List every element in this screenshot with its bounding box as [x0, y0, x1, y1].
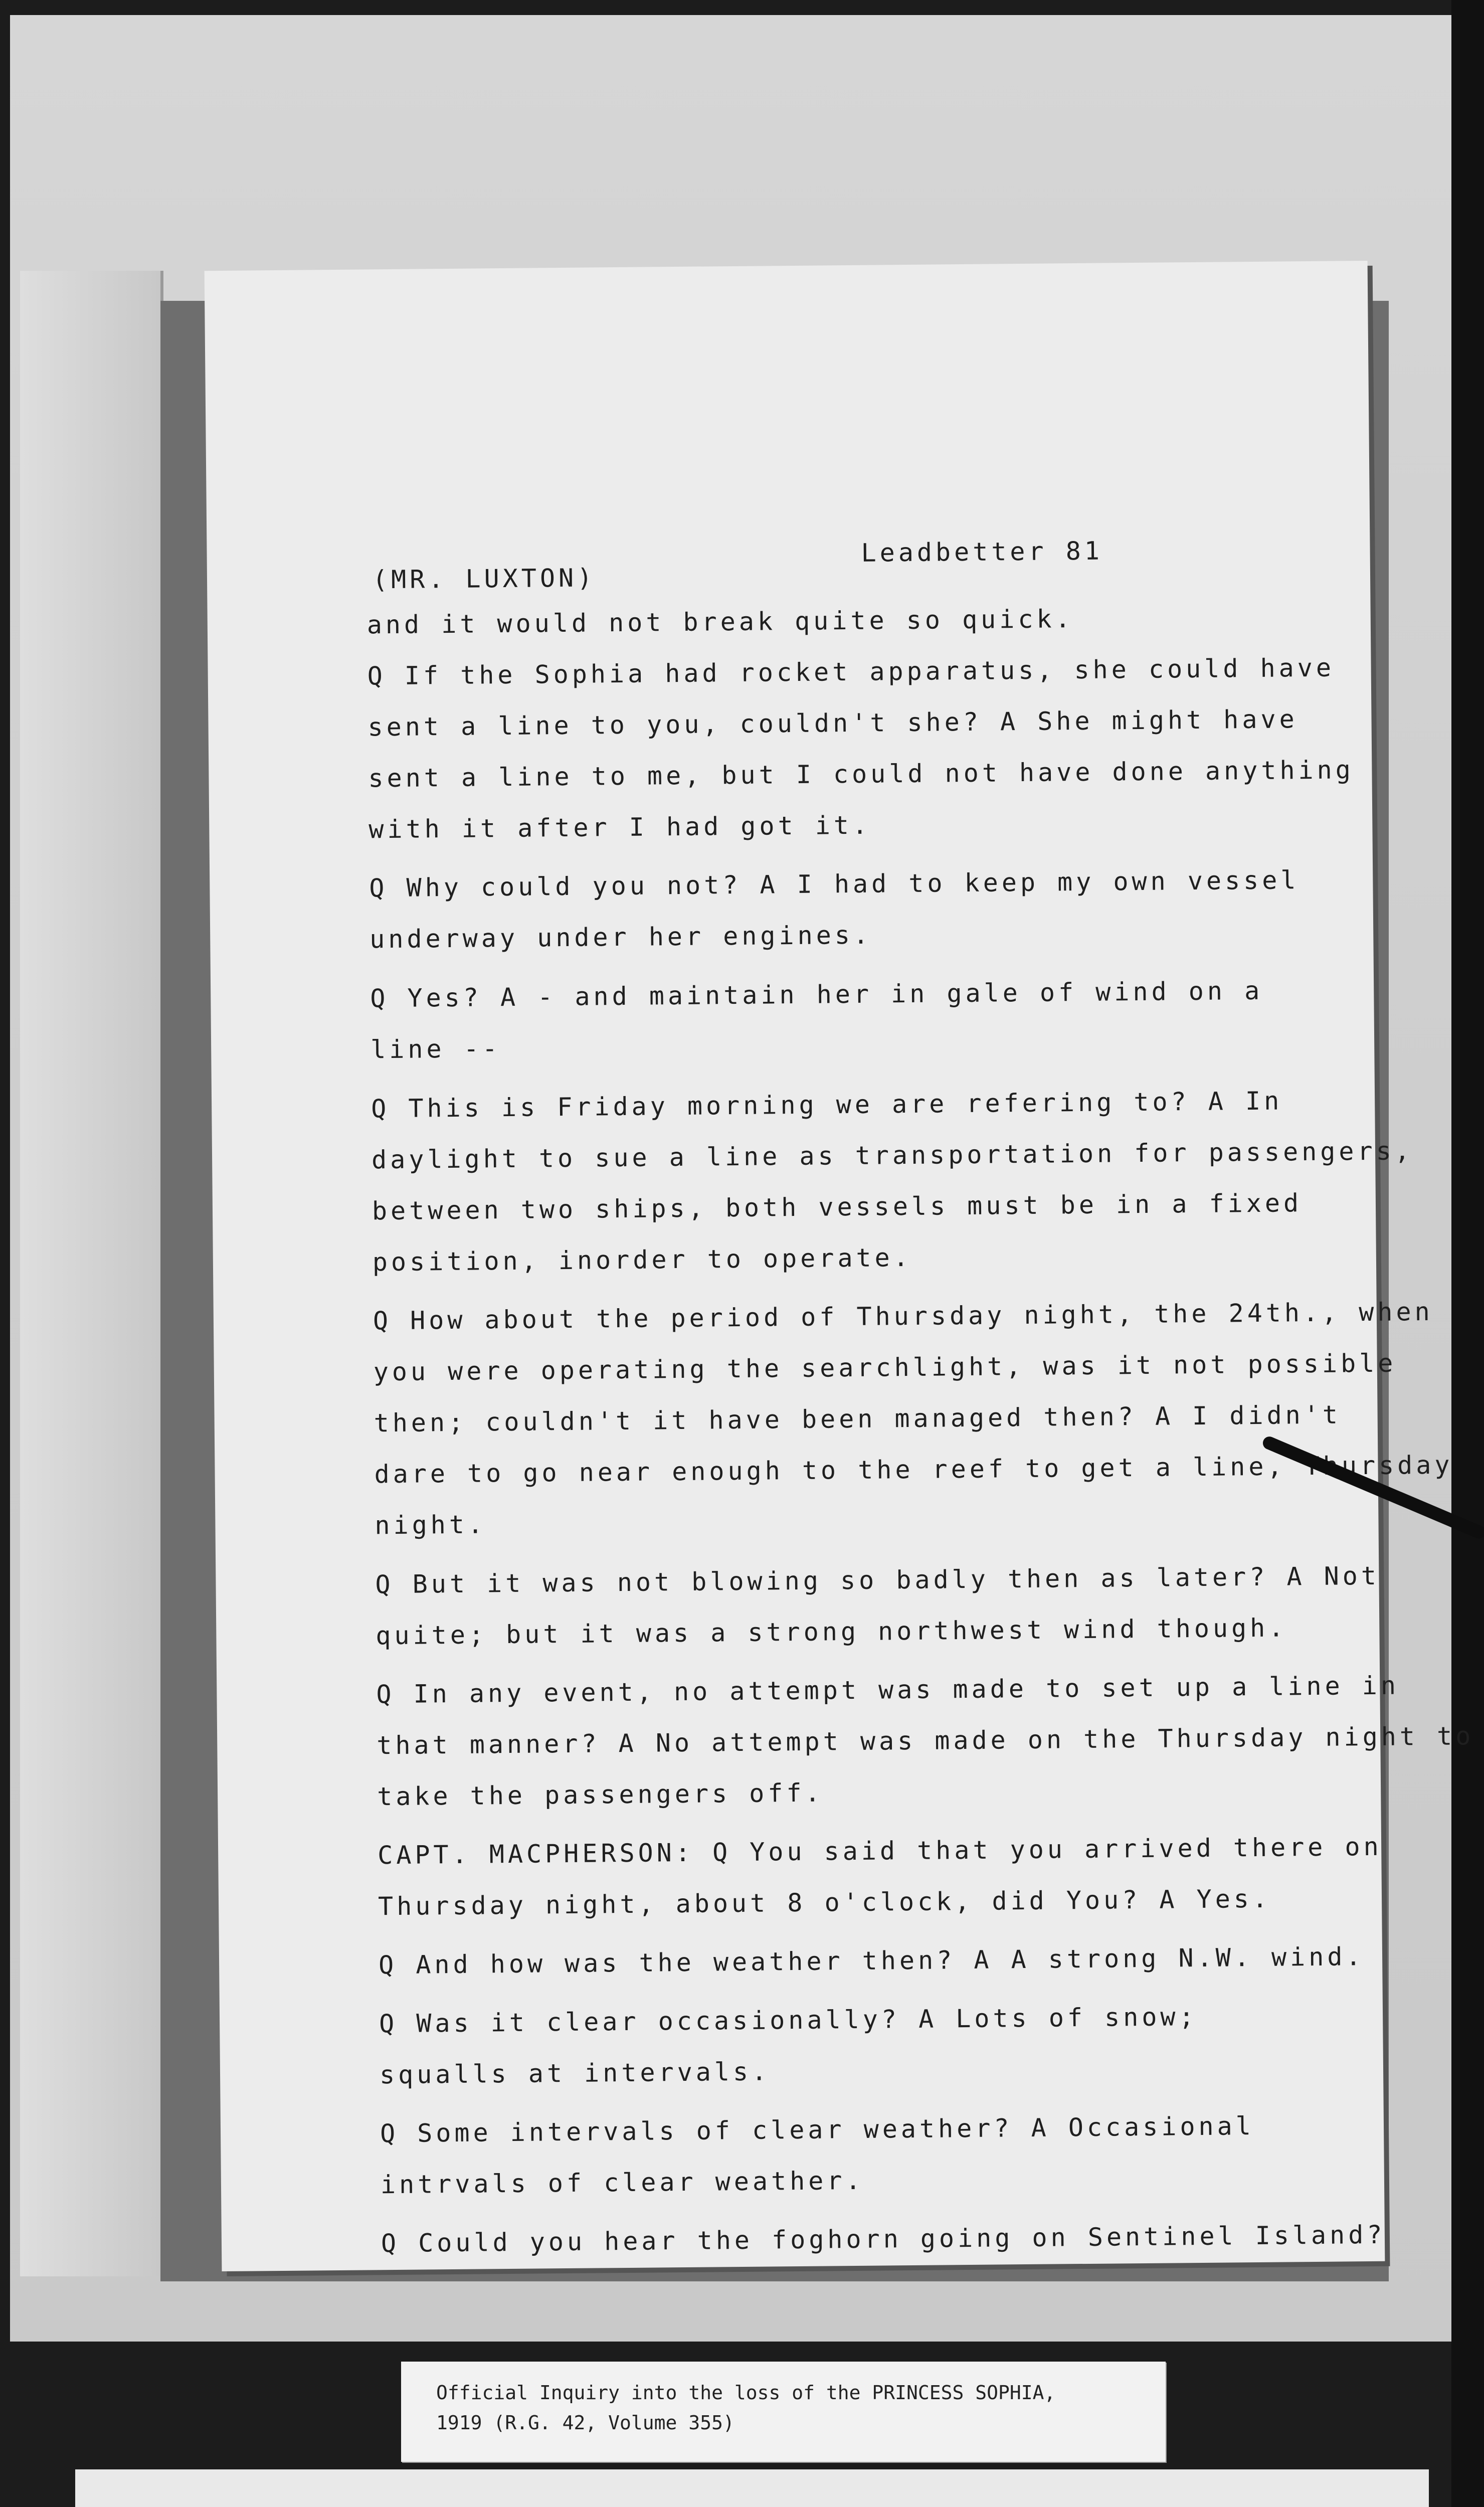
doc-line: Q Some intervals of clear weather? A Occasional [380, 2111, 1255, 2148]
doc-line: Q How about the period of Thursday night, the 24th., when [373, 1297, 1433, 1336]
doc-line: dare to go near enough to the reef to get a line, Thursday [374, 1450, 1453, 1489]
label-title: Official Inquiry into the loss of the PRINCESS SOPHIA, [436, 2382, 1056, 2404]
doc-line: and it would not break quite so quick. [366, 604, 1074, 640]
doc-line: Q But it was not blowing so badly then as later? A Not [375, 1561, 1380, 1599]
doc-line: Q Why could you not? A I had to keep my own vessel [369, 865, 1300, 903]
header-left: (MR. LUXTON) [372, 563, 596, 595]
doc-line: Q Yes? A - and maintain her in gale of wind on a [370, 976, 1263, 1013]
doc-line: that manner? A No attempt was made on the Thursday night to [377, 1721, 1474, 1760]
doc-line: Q In any event, no attempt was made to set up a line in [376, 1671, 1400, 1709]
archive-placard [75, 2469, 1429, 2507]
label-reference: 1919 (R.G. 42, Volume 355) [436, 2412, 734, 2434]
typed-page [205, 261, 1474, 2271]
doc-line: underway under her engines. [369, 920, 872, 954]
doc-line: take the passengers off. [377, 1778, 824, 1812]
doc-line: Q Was it clear occasionally? A Lots of snow; [379, 2002, 1198, 2039]
doc-line: Q If the Sophia had rocket apparatus, she could have [367, 653, 1335, 691]
doc-line: daylight to sue a line as transportation for passengers, [371, 1136, 1414, 1175]
doc-line: sent a line to you, couldn't she? A She might have [367, 704, 1298, 742]
doc-line: between two ships, both vessels must be in a fixed [372, 1188, 1303, 1226]
header-right: Leadbetter 81 [861, 536, 1103, 568]
doc-line: position, inorder to operate. [372, 1242, 912, 1277]
doc-line: with it after I had got it. [368, 810, 871, 844]
doc-line: Q This is Friday morning we are refering to? A In [370, 1086, 1283, 1124]
doc-line: line -- [370, 1034, 501, 1064]
doc-line: quite; but it was a strong northwest wind though. [376, 1613, 1287, 1651]
doc-line: sent a line to me, but I could not have done anything [368, 755, 1355, 793]
doc-line: Q Could you hear the foghorn going on Sentinel Island? [381, 2220, 1386, 2258]
doc-line: squalls at intervals. [379, 2057, 771, 2090]
doc-line: Q And how was the weather then? A A strong N.W. wind. [378, 1942, 1365, 1980]
doc-line: Thursday night, about 8 o'clock, did You? A Yes. [378, 1884, 1271, 1921]
facing-page [20, 271, 163, 2276]
doc-line: intrvals of clear weather. [380, 2166, 864, 2200]
doc-line: CAPT. MACPHERSON: Q You said that you arrived there on [377, 1832, 1382, 1870]
film-edge [1451, 0, 1484, 2507]
doc-line: night. [375, 1510, 487, 1540]
inquiry-label [401, 2362, 1166, 2462]
doc-line: then; couldn't it have been managed then? A I didn't [374, 1400, 1342, 1438]
doc-line: you were operating the searchlight, was it not possible [373, 1348, 1397, 1387]
